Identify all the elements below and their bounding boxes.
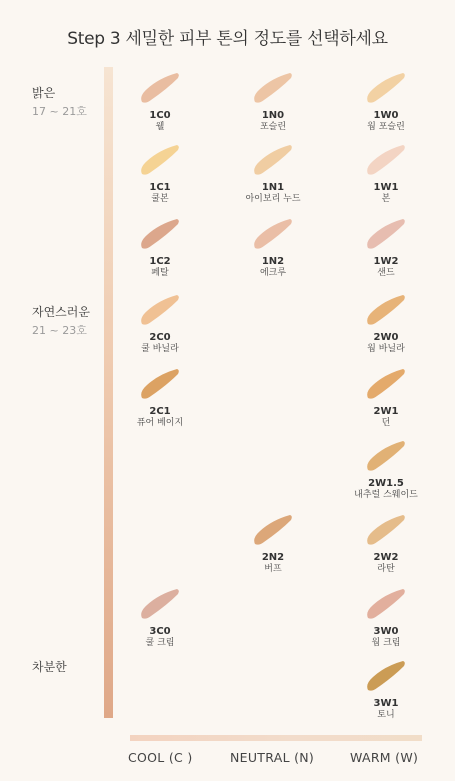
swatch-icon: [250, 512, 296, 548]
swatch-icon: [363, 70, 409, 106]
shade-2C0[interactable]: [105, 292, 215, 355]
swatch-icon: [363, 512, 409, 548]
undertone-scale-bar: [130, 735, 422, 741]
shade-code: 3C0: [149, 626, 171, 637]
shade-3C0[interactable]: [105, 586, 215, 649]
shade-name: 버프: [264, 564, 282, 574]
shade-code: 2W2: [373, 552, 399, 563]
shade-code: 2W0: [373, 332, 399, 343]
shade-1N2[interactable]: [218, 216, 328, 279]
shade-name: 던: [381, 418, 391, 428]
level-natural: [32, 303, 90, 338]
swatch-icon: [363, 292, 409, 328]
shade-name: 라탄: [377, 564, 395, 574]
swatch-icon: [363, 586, 409, 622]
shade-name: 본: [381, 194, 391, 204]
shade-1N0[interactable]: [218, 70, 328, 133]
shade-code: 2N2: [261, 552, 285, 563]
swatch-icon: [250, 70, 296, 106]
shade-1C1[interactable]: [105, 142, 215, 205]
axis-warm-label: WARM (W): [350, 750, 419, 765]
swatch-icon: [250, 216, 296, 252]
level-light-range: 17 ~ 21호: [32, 105, 87, 118]
shade-code: 2C1: [149, 406, 171, 417]
shade-code: 2C0: [149, 332, 171, 343]
shade-code: 1C1: [149, 182, 171, 193]
swatch-icon: [137, 292, 183, 328]
shade-name: 웜 크림: [371, 638, 401, 648]
shade-name: 쿨 바닐라: [141, 344, 179, 354]
swatch-icon: [363, 366, 409, 402]
shade-2C1[interactable]: [105, 366, 215, 429]
shade-name: 쿨 크림: [145, 638, 175, 648]
shade-1W1[interactable]: [331, 142, 441, 205]
shade-2N2[interactable]: [218, 512, 328, 575]
page-title: Step 3 세밀한 피부 톤의 정도를 선택하세요: [67, 29, 388, 49]
axis-neutral-label: NEUTRAL (N): [230, 750, 315, 765]
level-natural-label: 자연스러운: [32, 305, 90, 319]
shade-code: 1C0: [149, 110, 171, 121]
level-calm: [32, 658, 67, 675]
shade-1W2[interactable]: [331, 216, 441, 279]
shade-code: 2W1.5: [368, 478, 404, 489]
shade-name: 퓨어 베이지: [136, 418, 184, 428]
level-natural-range: 21 ~ 23호: [32, 324, 87, 337]
shade-name: 페탈: [151, 268, 169, 278]
swatch-icon: [137, 586, 183, 622]
shade-code: 1N2: [261, 256, 285, 267]
shade-name: 웜 바닐라: [367, 344, 405, 354]
swatch-icon: [137, 70, 183, 106]
shade-name: 아이보리 누드: [245, 194, 301, 204]
shade-code: 1C2: [149, 256, 171, 267]
shade-name: 내추럴 스웨이드: [354, 490, 418, 500]
shade-code: 1N0: [261, 110, 285, 121]
shade-code: 1W0: [373, 110, 399, 121]
swatch-icon: [250, 142, 296, 178]
shade-code: 3W0: [373, 626, 399, 637]
shade-2W1[interactable]: [331, 366, 441, 429]
shade-2W2[interactable]: [331, 512, 441, 575]
level-light: [32, 84, 87, 119]
shade-name: 토니: [377, 710, 395, 720]
shade-code: 1W2: [373, 256, 399, 267]
shade-name: 웰: [155, 122, 165, 132]
shade-code: 1N1: [261, 182, 285, 193]
shade-3W0[interactable]: [331, 586, 441, 649]
shade-code: 1W1: [373, 182, 399, 193]
shade-name: 웜 포슬린: [367, 122, 405, 132]
swatch-icon: [363, 438, 409, 474]
level-calm-label: 차분한: [32, 660, 67, 674]
swatch-icon: [363, 216, 409, 252]
level-light-label: 밝은: [32, 86, 56, 100]
swatch-icon: [363, 142, 409, 178]
shade-code: 3W1: [373, 698, 399, 709]
shade-name: 샌드: [377, 268, 395, 278]
shade-3W1[interactable]: [331, 658, 441, 721]
shade-1W0[interactable]: [331, 70, 441, 133]
swatch-icon: [363, 658, 409, 694]
swatch-icon: [137, 366, 183, 402]
shade-2W0[interactable]: [331, 292, 441, 355]
swatch-icon: [137, 216, 183, 252]
shade-2W1.5[interactable]: [331, 438, 441, 501]
shade-1C0[interactable]: [105, 70, 215, 133]
shade-1N1[interactable]: [218, 142, 328, 205]
shade-code: 2W1: [373, 406, 399, 417]
axis-cool-label: COOL (C ): [128, 750, 193, 765]
shade-name: 포슬린: [259, 122, 287, 132]
swatch-icon: [137, 142, 183, 178]
shade-name: 에크루: [259, 268, 287, 278]
shade-name: 쿨본: [151, 194, 169, 204]
shade-1C2[interactable]: [105, 216, 215, 279]
